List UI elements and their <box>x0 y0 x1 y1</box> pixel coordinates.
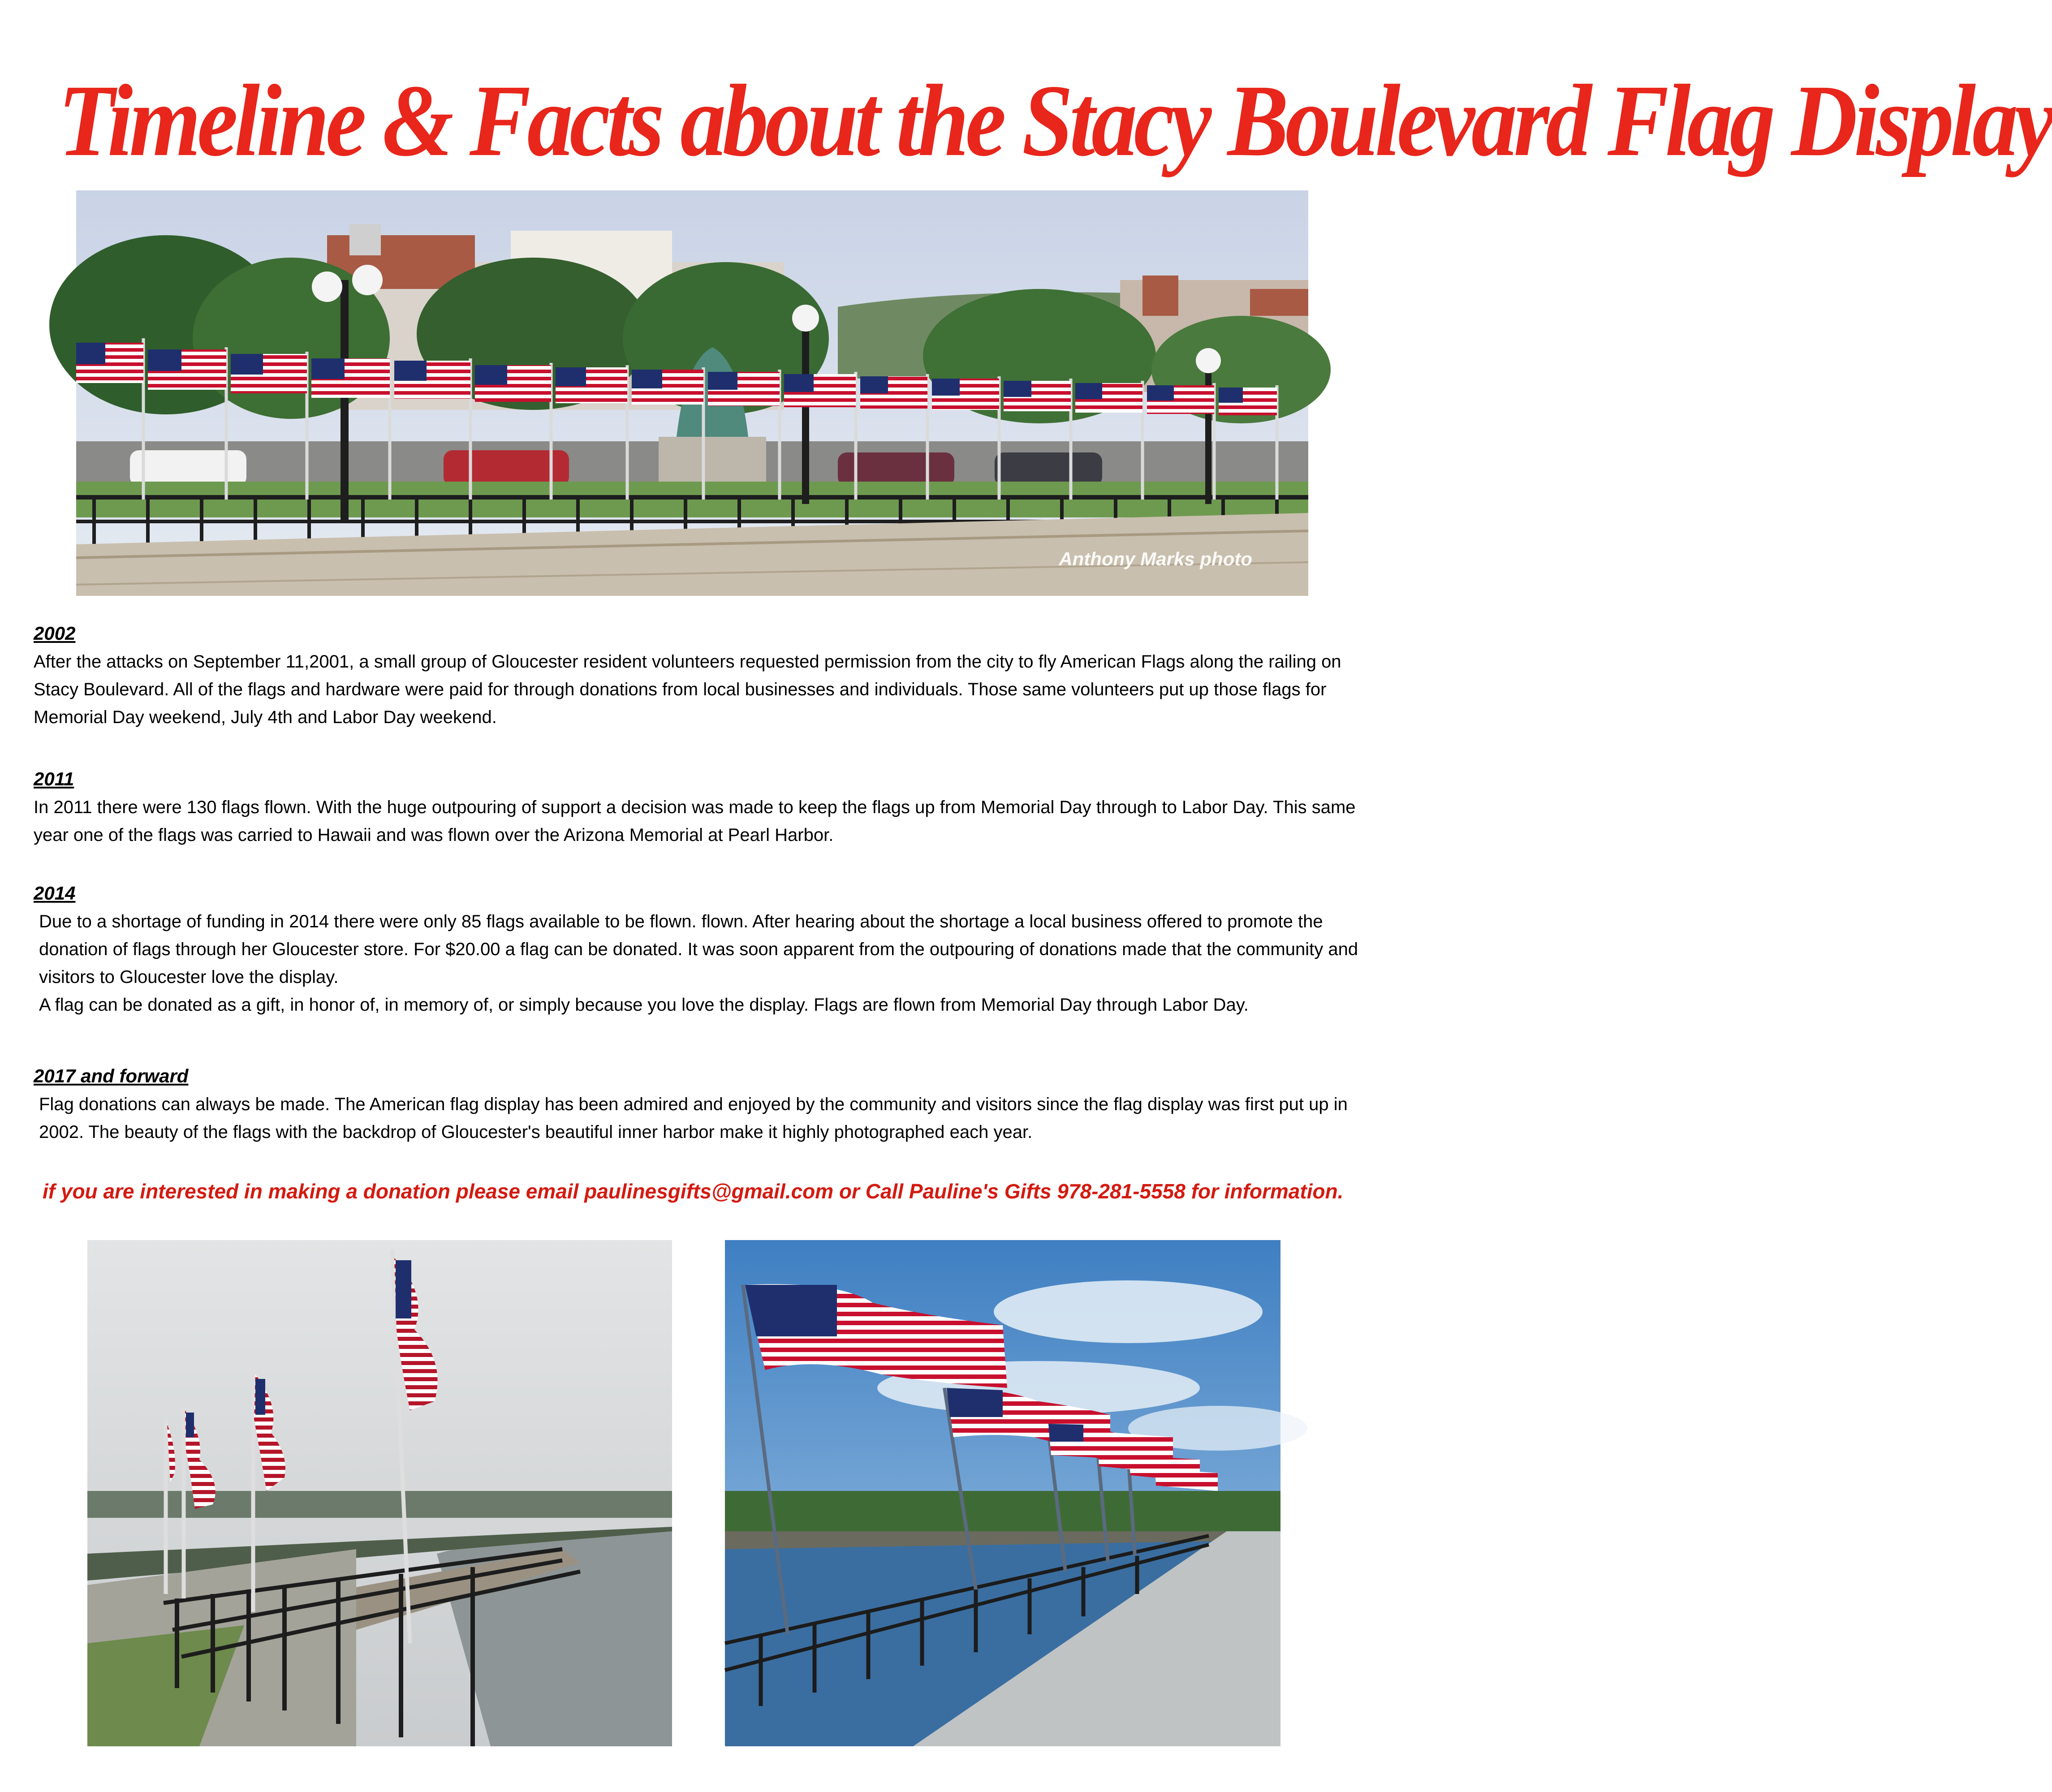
bottom-left-photo-flags-foggy <box>87 1240 672 1746</box>
section-2014 <box>34 883 1360 1019</box>
donation-call-to-action: if you are interested in making a donation please email paulinesgifts@gmail.com or Call Pauline's Gifts 978-281-5558 for information. <box>43 1180 1344 1203</box>
section-heading: 2002 <box>34 623 76 644</box>
section-2011 <box>34 768 1360 849</box>
bottom-right-photo-illustration <box>725 1240 1280 1746</box>
section-paragraph: In 2011 there were 130 flags flown. With the huge outpouring of support a decision was made to keep the flags up from Memorial Day through to Labor Day. This same year one of the flags was carried to Hawaii and was flown over the Arizona Memorial at Pearl Harbor. <box>34 797 1356 845</box>
bottom-left-photo-illustration <box>87 1240 672 1746</box>
top-photo-illustration <box>76 190 1308 596</box>
bottom-right-photo-flags-blue-sky <box>725 1240 1280 1746</box>
section-heading: 2017 and forward <box>34 1065 189 1086</box>
section-heading: 2011 <box>34 768 74 789</box>
section-heading: 2014 <box>34 883 76 904</box>
section-paragraph: Flag donations can always be made. The American flag display has been admired and enjoyed by the community and visitors since the flag display was first put up in 2002. The beauty of the flags with the backdrop of Gloucester's beautiful inner harbor make it highly photographed each year. <box>39 1094 1348 1142</box>
section-2017-and-forward <box>34 1065 1360 1146</box>
section-paragraph: After the attacks on September 11,2001, a small group of Gloucester resident volunteers requested permission from the city to fly American Flags along the railing on Stacy Boulevard. All of the flags and hardware were paid for through donations from local businesses and individuals. Those same volunteers put up those flags for Memorial Day weekend, July 4th and Labor Day weekend. <box>34 652 1341 727</box>
section-paragraph: Due to a shortage of funding in 2014 there were only 85 flags available to be flown. flown. After hearing about the shortage a local business offered to promote the donation of flags through her Gloucester store. For $20.00 a flag can be donated. It was soon apparent from the outpouring of donations made that the community and visitors to Gloucester love the display. <box>39 912 1358 987</box>
section-paragraph: A flag can be donated as a gift, in honor of, in memory of, or simply because you love the display. Flags are flown from Memorial Day through Labor Day. <box>39 995 1249 1015</box>
photo-credit: Anthony Marks photo <box>1059 548 1252 569</box>
page-title: Timeline & Facts about the Stacy Boulevard Flag Display <box>58 64 2052 178</box>
section-2002 <box>34 623 1360 731</box>
top-photo-flag-display <box>76 190 1308 596</box>
